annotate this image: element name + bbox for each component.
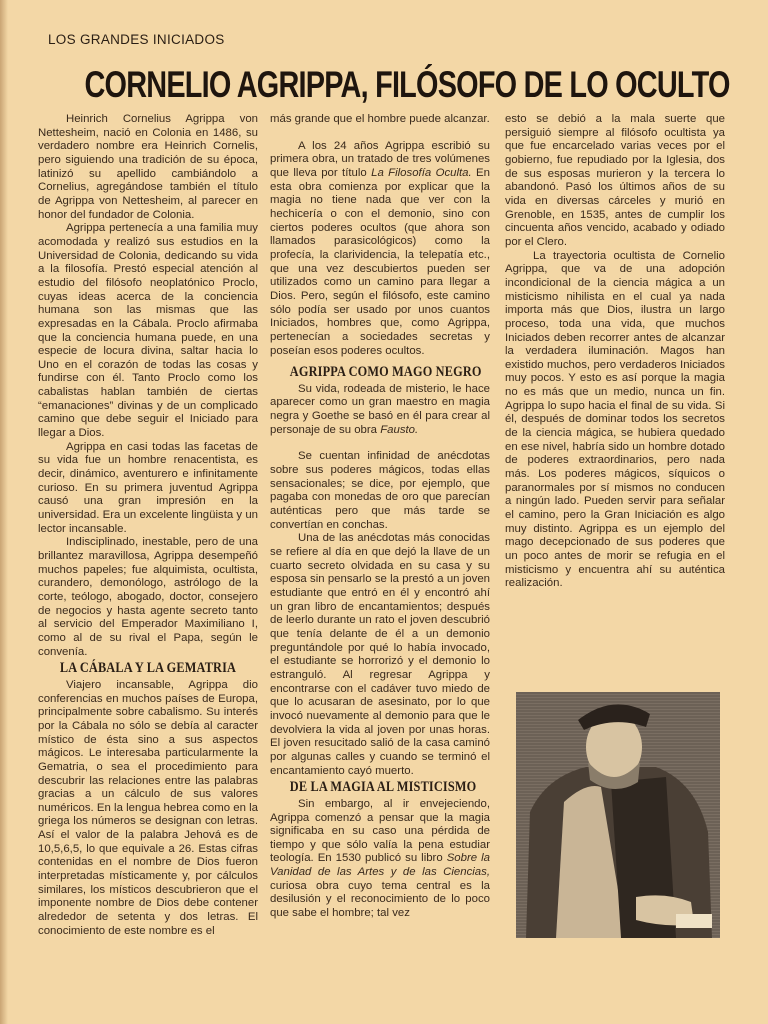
paragraph: Agrippa en casi todas las facetas de su vida fue un hombre renacentista, es decir, dinámico, aventurero e infinitamente curioso. En su primera juventud Agrippa causó una gran impresión en la universidad. Era un excelente lingüista y un lector incansable.	[38, 440, 258, 535]
text: curiosa obra cuyo tema central es la desilusión y el reconocimiento de lo poco que sabe el hombre; tal vez	[270, 879, 490, 920]
subheading: DE LA MAGIA AL MISTICISMO	[289, 779, 477, 796]
paragraph: más grande que el hombre puede alcanzar.	[270, 113, 490, 125]
paragraph: Heinrich Cornelius Agrippa von Nettesheim, nació en Colonia en 1486, su verdadero nombre era Heinrich Cornelis, pero siguiendo una tradición de su época, latinizó su apellido cambiándolo a Cornelius, agregándose también el título de Agrippa von Nettesheim, al parecer en honor del fundador de Colonia.	[38, 113, 258, 221]
text: Sin embargo, al ir envejeciendo, Agrippa comenzó a pensar que la magia significaba en su caso una pérdida de tiempo y que sólo valía la pena estudiar teología. En 1530 publicó su libro	[270, 797, 490, 865]
column-2	[270, 113, 490, 921]
column-3	[505, 113, 725, 591]
portrait-engraving	[516, 692, 720, 938]
book-title: Fausto.	[380, 423, 419, 436]
paragraph: Indisciplinado, inestable, pero de una brillantez maravillosa, Agrippa desempeñó muchos papeles; fue alquimista, ocultista, curandero, demonólogo, astrólogo de la corte, teólogo, abogado, doctor, consejero de negocios y hasta agente secreto tanto al servicio del Emperador Maximiliano I, como al de su rival el Papa, según le convenía.	[38, 536, 258, 658]
book-title: La Filosofía Oculta.	[371, 166, 472, 179]
page-edge-shadow	[0, 0, 8, 1024]
book-title: Sobre la Vanidad de las Artes y de las Ciencias,	[270, 852, 490, 879]
paragraph	[270, 140, 490, 359]
paragraph: Viajero incansable, Agrippa dio conferencias en muchos países de Europa, principalmente sobre cabalismo. Su interés por la Cábala no sólo se debía al caracter místico de ésta sino a sus aspectos mágicos. Le interesaba particularmente la Gematria, o sea el procedimiento para descubrir las relaciones entre las palabras gracias a un cálculo de sus valores numéricos. En la lengua hebrea como en la griega los números se designan con letras. Así el valor de la palabra Jehová es de 10,5,6,5, lo que equivale a 26. Estas cifras contenidas en el nombre de Dios fueron interpretadas místicamente y, por cálculos similares, los místicos descubrieron que el imponente nombre de Dios debe contener alrededor de setenta y dos letras. El conocimiento de este nombre es el	[38, 678, 258, 937]
paragraph: Agrippa pertenecía a una familia muy acomodada y realizó sus estudios en la Universidad de Colonia, dedicando su vida a la filosofía. Prestó especial atención al estudio del filósofo neoplatónico Proclo, cuyas ideas acerca de la conciencia humana son las mismas que las expresadas en la Cábala. Proclo afirmaba que la conciencia humana puede, en una especie de locura divina, saltar hacia lo Uno en el corazón de todas las cosas y fundirse con él. Tanto Proclo como los cabalistas hablan también de ciertas “emanaciones” divinas y de un complicado camino que debe seguir el Iniciado para llegar a Dios.	[38, 222, 258, 440]
paragraph: Una de las anécdotas más conocidas se refiere al día en que dejó la llave de un cuarto secreto olvidada en su casa y su esposa sin pensarlo se la prestó a un joven estudiante que entró en él y encontró ahí un gran libro de encantamientos; después de leerlo durante un rato el joven descubrió que tenía delante de él a un demonio preguntándole por qué lo había invocado, el estudiante se horrorizó y el demonio lo estranguló. Al regresar Agrippa y encontrarse con el cadáver tuvo miedo de que lo acusaran de asesinato, por lo que invocó nuevamente al demonio para que le devolviera la vida al joven por unas horas. El joven resucitado salió de la casa caminó por algunas calles y cuando se terminó el encantamiento cayó muerto.	[270, 532, 490, 777]
portrait-illustration	[516, 692, 720, 938]
article-title: CORNELIO AGRIPPA, FILÓSOFO DE LO OCULTO	[84, 64, 730, 105]
subheading: LA CÁBALA Y LA GEMATRIA	[59, 660, 237, 677]
paragraph: La trayectoria ocultista de Cornelio Agrippa, que va de una adopción incondicional de la ciencia mágica a un misticismo nihilista en el cual ya nada importa más que Dios, ilustra un largo proceso, toda una vida, que muchos Iniciados deben recorrer antes de alcanzar la verdadera iluminación. Magos han existido muchos, pero verdaderos Iniciados muy pocos. Y esto es así porque la magia no es más que un medio, nunca un fin. Agrippa lo supo hacia el final de su vida. Si él, después de dominar todos los secretos de la ciencia mágica, se hubiera quedado en ese nivel, habría sido un hombre dotado de poderes extraordinarios, pero nada más. Los poderes mágicos, síquicos o paranormales por sí mismos no conducen a ningún lado. Pueden servir para señalar el camino, pero la Gran Iniciación es algo muy distinto. Agrippa es un ejemplo del mago decepcionado de sus poderes que un poco antes de morir se refugia en el misticismo y encuentra ahí su auténtica realización.	[505, 249, 725, 590]
paragraph	[270, 798, 490, 921]
text: A los 24 años Agrippa escribió su primera obra, un tratado de tres volúmenes que lleva por título	[270, 139, 490, 179]
column-1	[38, 113, 258, 938]
section-label: LOS GRANDES INICIADOS	[48, 32, 225, 47]
text: Su vida, rodeada de misterio, le hace aparecer como un gran maestro en magia negra y Goethe se basó en él para crear al personaje de su obra	[270, 382, 490, 436]
subheading: AGRIPPA COMO MAGO NEGRO	[289, 364, 482, 381]
paragraph: esto se debió a la mala suerte que persiguió siempre al filósofo ocultista ya que fue encarcelado varias veces por el gobierno, fue repudiado por la Iglesia, dos de sus esposas murieron y la tercera lo abandonó. Pasó los últimos años de su vida en diversas cárceles y murió en Grenoble, en 1535, antes de cumplir los cincuenta años vencido, acabado y odiado por el Clero.	[505, 113, 725, 248]
text: En esta obra comienza por explicar que la magia no tiene nada que ver con la hechicería o con el demonio, sino con ciertos poderes ocultos (que ahora son llamados parasicológicos) como la profecía, la clarividencia, la telepatía etc., que una vez descubiertos pueden ser utilizados como un camino para llegar a Dios. Pero, según el filósofo, este camino sólo podía ser usado por unos cuantos Iniciados, hombres que, como Agrippa, pertenecían a sociedades secretas y poseían esos poderes ocultos.	[270, 166, 490, 357]
paragraph	[270, 383, 490, 438]
paragraph: Se cuentan infinidad de anécdotas sobre sus poderes mágicos, todas ellas sensacionales; se dice, por ejemplo, que pagaba con monedas de oro que parecían auténticas pero que más tarde se convertían en conchas.	[270, 450, 490, 531]
